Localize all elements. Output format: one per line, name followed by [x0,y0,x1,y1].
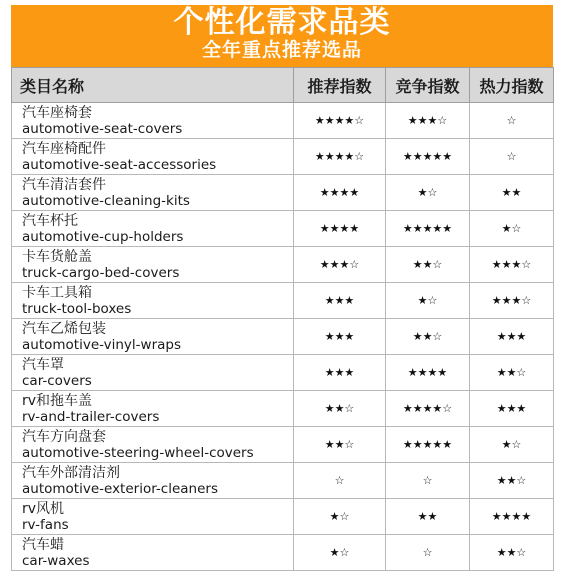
competition-rating: ★★★★★ [386,211,470,247]
competition-rating: ★★★★★ [386,139,470,175]
heat-rating: ★★★ [470,319,554,355]
table-row [12,391,554,427]
category-name-zh: 汽车罩 [22,356,64,373]
banner-subtitle: 全年重点推荐选品 [201,39,362,61]
heat-rating: ★☆ [470,211,554,247]
category-name-cell [12,499,294,535]
competition-rating: ★★★☆ [386,103,470,139]
heat-rating: ★★ [470,175,554,211]
recommend-rating: ★★★★☆ [294,103,386,139]
category-name-zh: 汽车杯托 [22,212,78,229]
table-row [12,355,554,391]
heat-rating: ★★★★ [470,499,554,535]
category-name-cell [12,391,294,427]
category-name-zh: 汽车蜡 [22,536,64,553]
category-name-zh: 汽车座椅套 [22,104,92,121]
heat-rating: ☆ [470,103,554,139]
table-row [12,103,554,139]
column-header-competition: 竞争指数 [386,68,470,103]
competition-rating: ★★★★★ [386,427,470,463]
category-name-en: car-covers [22,372,92,389]
category-name-en: truck-tool-boxes [22,300,132,317]
category-name-cell [12,175,294,211]
recommend-rating: ★★★ [294,283,386,319]
table-row [12,283,554,319]
category-name-en: car-waxes [22,552,90,569]
category-name-cell [12,355,294,391]
category-name-en: truck-cargo-bed-covers [22,264,180,281]
recommend-rating: ★★★★☆ [294,139,386,175]
category-name-en: automotive-cleaning-kits [22,192,190,209]
competition-rating: ☆ [386,535,470,571]
category-name-cell [12,103,294,139]
heat-rating: ★★☆ [470,355,554,391]
heat-rating: ★★★ [470,391,554,427]
heat-rating: ★★★☆ [470,283,554,319]
table-row [12,499,554,535]
category-name-zh: 汽车外部清洁剂 [22,464,120,481]
competition-rating: ★☆ [386,175,470,211]
competition-rating: ★★☆ [386,319,470,355]
product-category-card [11,5,553,583]
table-body [12,103,554,571]
recommend-rating: ★★☆ [294,391,386,427]
recommend-rating: ★★★★ [294,211,386,247]
category-name-en: automotive-vinyl-wraps [22,336,182,353]
category-name-zh: 汽车乙烯包装 [22,320,106,337]
category-name-cell [12,463,294,499]
competition-rating: ★★ [386,499,470,535]
table-row [12,211,554,247]
heat-rating: ★★☆ [470,463,554,499]
category-name-cell [12,283,294,319]
category-table [11,67,554,571]
heat-rating: ★☆ [470,427,554,463]
column-header-recommend: 推荐指数 [294,68,386,103]
recommend-rating: ★★★★ [294,175,386,211]
column-header-heat: 热力指数 [470,68,554,103]
recommend-rating: ★☆ [294,535,386,571]
competition-rating: ☆ [386,463,470,499]
recommend-rating: ★★☆ [294,427,386,463]
category-name-en: automotive-exterior-cleaners [22,480,218,497]
recommend-rating: ★★★☆ [294,247,386,283]
category-name-zh: 卡车工具箱 [22,284,92,301]
category-name-en: automotive-cup-holders [22,228,184,245]
column-header-category: 类目名称 [12,68,294,103]
table-row [12,463,554,499]
category-name-zh: 汽车方向盘套 [22,428,106,445]
category-name-cell [12,247,294,283]
table-row [12,247,554,283]
category-name-zh: 卡车货舱盖 [22,248,92,265]
category-name-en: automotive-seat-covers [22,120,183,137]
table-row [12,427,554,463]
heat-rating: ☆ [470,139,554,175]
recommend-rating: ★☆ [294,499,386,535]
competition-rating: ★★★★ [386,355,470,391]
competition-rating: ★★☆ [386,247,470,283]
table-row [12,319,554,355]
category-name-cell [12,319,294,355]
category-name-en: automotive-seat-accessories [22,156,217,173]
title-banner [11,5,553,67]
category-name-en: rv-fans [22,516,69,533]
category-name-cell [12,427,294,463]
category-name-zh: rv风机 [22,500,65,517]
category-name-cell [12,535,294,571]
category-name-zh: rv和拖车盖 [22,392,93,409]
table-row [12,139,554,175]
table-row [12,535,554,571]
recommend-rating: ☆ [294,463,386,499]
banner-title: 个性化需求品类 [173,5,391,40]
category-name-cell [12,211,294,247]
heat-rating: ★★★☆ [470,247,554,283]
table-header-row [12,68,554,103]
heat-rating: ★★☆ [470,535,554,571]
category-name-zh: 汽车座椅配件 [22,140,106,157]
competition-rating: ★☆ [386,283,470,319]
recommend-rating: ★★★ [294,319,386,355]
table-row [12,175,554,211]
recommend-rating: ★★★ [294,355,386,391]
competition-rating: ★★★★☆ [386,391,470,427]
category-name-cell [12,139,294,175]
category-name-en: automotive-steering-wheel-covers [22,444,254,461]
category-name-en: rv-and-trailer-covers [22,408,160,425]
category-name-zh: 汽车清洁套件 [22,176,106,193]
